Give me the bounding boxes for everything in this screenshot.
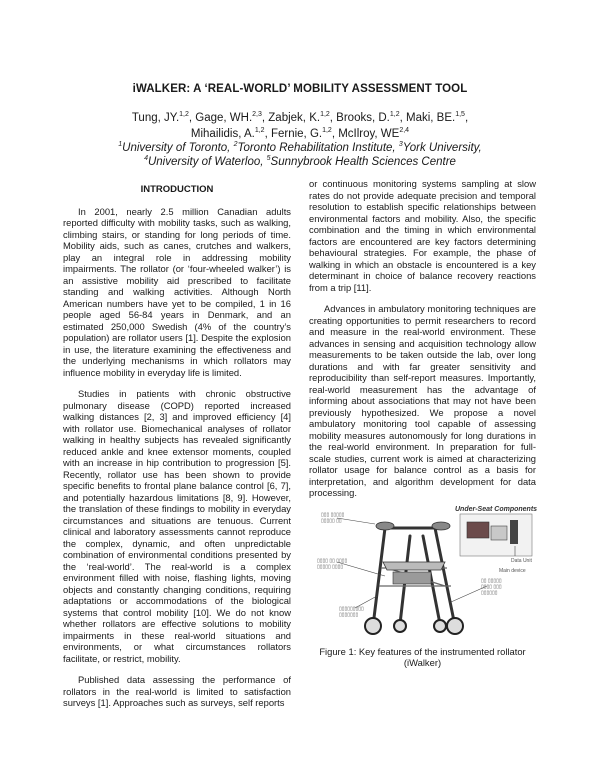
author-name: , Zabjek, K. — [261, 112, 321, 124]
paper-title: iWALKER: A ‘REAL-WORLD’ MOBILITY ASSESSMENT TOOL — [132, 83, 468, 95]
section-heading: INTRODUCTION — [140, 184, 214, 195]
author-list — [60, 110, 540, 142]
author-affiliation-sup: 1,2 — [254, 127, 265, 135]
author-separator: , — [464, 112, 469, 124]
paragraph: Studies in patients with chronic obstructive pulmonary disease (COPD) reported increased walking distances [2, 3] and improved efficiency [4] with rollator use. Biomechanical analyses of rollator walking in healthy subjects has revealed significantly reduced ankle and knee extensor moments, coupled with an increase in hip contribution to progression [5]. Recently, rollator use has been shown to provide specific benefits to frontal plane balance control [6, 7], and potentially hazardous limitations [8, 9]. However, the translation of these findings to mobility in everyday circumstances and situations are tenuous. Current clinical and laboratory assessments cannot reproduce the complex, dynamic, and often unpredictable combination of environmental conditions presented by the ‘real-world’. The real-world is a complex environment filled with noise, flashing lights, moving objects and constantly changing conditions, requiring adaptations or accommodations of the biological systems that control mobility [10]. We do not know whether rollators are effective solutions to mobility impairments in these real-world situations and environments, or what circumstances rollators facilitate, or restrict, mobility. — [63, 388, 291, 664]
author-name: Mihailidis, A. — [190, 128, 255, 140]
figure-inset-label-data-unit: Data Unit — [511, 558, 532, 564]
affiliation: York University, — [402, 142, 482, 154]
figure-label: ▯▯ ▯▯▯▯▯ ▯▯▯▯ ▯▯▯ ▯▯▯▯▯▯ — [481, 578, 502, 596]
paragraph: Published data assessing the performance of rollators in the real-world is limited to satisfaction surveys [1]. Approaches such as surveys, self reports — [63, 674, 291, 708]
author-affiliation-sup: 1,2 — [322, 127, 332, 135]
right-column — [309, 178, 536, 509]
paragraph: Advances in ambulatory monitoring techniques are creating opportunities to permit researchers to record and measure in the real-world environment. These advances in sensing and acquisition technology allow measurements to be taken outside the lab, over long durations and with far greater sensitivity and reproducibility than self-report measures. Importantly, real-world measurement has the advantage of informing about associations that may not have been previously hypothesized. We propose a novel ambulatory monitoring tool capable of assessing mobility measures autonomously for long durations in the real-world environment. In preparation for full-scale studies, current work is aimed at characterizing rollator usage for balance control as a basis for interpretation, and algorithm development for data processing. — [309, 303, 536, 498]
author-name: , Fernie, G. — [264, 128, 323, 140]
affiliation-list — [60, 141, 540, 169]
author-affiliation-sup: 2,3 — [252, 111, 262, 119]
paragraph: In 2001, nearly 2.5 million Canadian adults reported difficulty with mobility tasks, such as walking, climbing stairs, or standing for long periods of time. Mobility aids, such as canes, crutches and walkers, play an integral role in addressing mobility impairments. The rollator (or ‘four-wheeled walker’) is an assistive mobility aid prescribed to facilitate standing and walking activities. Although North American numbers have yet to be compiled, 1 in 16 people aged 56-84 years in Denmark, and an estimated 250,000 Swedish (4% of the country’s population) are rollator users [1]. Despite the explosion in use, the literature examining the effectiveness and the underlying mechanisms in which rollators may influence mobility in everyday life is limited. — [63, 205, 291, 378]
left-column — [63, 184, 291, 719]
affiliation: Toronto Rehabilitation Institute, — [237, 142, 399, 154]
figure-inset-title: Under-Seat Components — [455, 506, 538, 513]
affiliation-sup: 2 — [233, 141, 238, 149]
paragraph: or continuous monitoring systems sampling at slow rates do not provide adequate precision and temporal resolution to establish specific relationships between environmental factors and mobility. Also, the specific combination and the timing in which environmental factors are encountered are key factors determining behavioural strategies. For example, the phase of walking in which an obstacle is encountered is a key determinant in choice of balance recovery reactions from a trip [11]. — [309, 178, 536, 293]
figure-label: ▯▯▯▯ ▯▯ ▯▯▯▯ ▯▯▯▯▯ ▯▯▯▯ — [317, 558, 348, 570]
figure-label: ▯▯▯ ▯▯▯▯▯ ▯▯▯▯▯ ▯▯ — [321, 512, 345, 524]
author-name: , Maki, BE. — [399, 112, 456, 124]
figure-label: ▯▯▯▯▯▯▯▯▯ ▯▯▯▯▯▯▯ — [339, 606, 364, 618]
rollator-figure — [315, 506, 540, 638]
affiliation-sup: 1 — [118, 141, 123, 149]
figure-caption: Figure 1: Key features of the instrumented rollator (iWalker) — [319, 646, 526, 668]
author-affiliation-sup: 1,2 — [389, 111, 400, 119]
affiliation-sup: 4 — [144, 155, 148, 163]
affiliation-sup: 5 — [266, 155, 271, 163]
figure-inset-label-main-device: Main device — [499, 568, 526, 574]
author-name: , Brooks, D. — [329, 112, 390, 124]
author-affiliation-sup: 1,5 — [455, 111, 465, 119]
affiliation-sup: 3 — [398, 141, 403, 149]
author-name: , Gage, WH. — [188, 112, 253, 124]
affiliation: Sunnybrook Health Sciences Centre — [270, 156, 456, 168]
author-name: Tung, JY. — [131, 112, 180, 124]
author-affiliation-sup: 1,2 — [179, 111, 189, 119]
author-affiliation-sup: 1,2 — [320, 111, 330, 119]
author-affiliation-sup: 2,4 — [399, 127, 410, 135]
author-name: , McIlroy, WE — [331, 128, 400, 140]
affiliation: University of Toronto, — [122, 142, 234, 154]
affiliation: University of Waterloo, — [147, 156, 267, 168]
